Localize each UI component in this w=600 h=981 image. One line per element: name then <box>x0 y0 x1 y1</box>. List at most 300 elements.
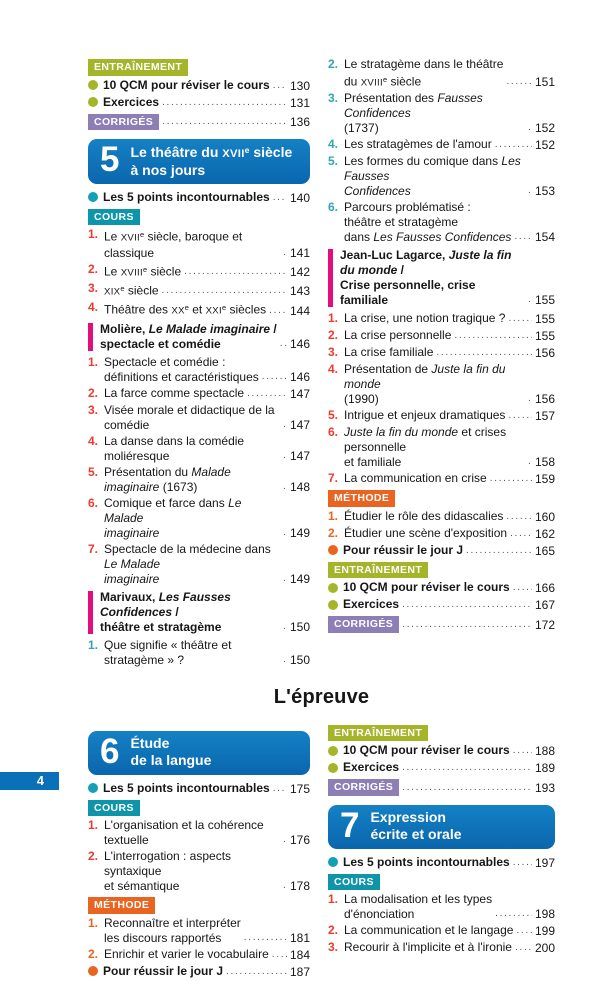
text-segment: Expression <box>370 809 446 826</box>
text-segment: e <box>140 230 145 240</box>
toc-entry <box>88 227 310 260</box>
badge-cours: COURS <box>88 800 140 817</box>
toc-entry <box>328 328 555 344</box>
chapter-title <box>130 142 292 179</box>
dot-leader <box>508 408 532 423</box>
badge-row <box>328 725 555 742</box>
entry-text <box>344 311 505 326</box>
chapter-banner <box>328 805 555 849</box>
entry-page-number: 148 <box>289 479 310 494</box>
toc-entry <box>328 345 555 361</box>
dot-leader <box>528 454 532 469</box>
entry-number: 1. <box>88 915 99 930</box>
text-segment: Théâtre des <box>104 302 172 317</box>
entry-page-number: 149 <box>289 571 310 586</box>
dot-leader <box>528 292 532 307</box>
chapter-number: 7 <box>340 805 360 845</box>
entry-text <box>344 328 451 343</box>
dot-leader <box>247 386 287 401</box>
badge-entrainement: ENTRAÎNEMENT <box>328 562 428 579</box>
entry-number: 2. <box>88 261 99 276</box>
entry-number: 7. <box>328 471 339 486</box>
entry-text <box>343 580 510 595</box>
entry-page-number: 188 <box>534 744 555 759</box>
entry-text <box>344 471 487 486</box>
text-segment: et familiale <box>344 455 402 470</box>
text-segment: Recourir à l'implicite et à l'ironie <box>344 940 512 955</box>
badge-cours: COURS <box>328 874 380 891</box>
badge-corriges: CORRIGÉS <box>88 114 159 131</box>
badge-corriges: CORRIGÉS <box>328 616 399 633</box>
text-segment: Les 5 points incontournables <box>103 189 270 204</box>
entry-number: 3. <box>328 345 339 360</box>
entry-page-number: 198 <box>534 907 555 922</box>
badge-entrainement: ENTRAÎNEMENT <box>88 59 188 76</box>
entry-text <box>104 947 269 962</box>
entry-text <box>100 322 277 352</box>
entry-text <box>103 95 159 110</box>
text-segment: e <box>184 303 189 313</box>
text-segment: Juste la fin du monde <box>344 362 506 392</box>
entry-page-number: 149 <box>289 525 310 540</box>
entry-text <box>344 57 503 90</box>
entry-text <box>344 923 513 938</box>
toc-section-heading <box>88 590 310 635</box>
text-segment: imaginaire <box>104 571 160 586</box>
dot-leader <box>280 336 287 351</box>
entry-page-number: 143 <box>289 284 310 299</box>
entry-text <box>104 403 280 433</box>
entry-text <box>104 496 280 541</box>
toc-entry <box>328 311 555 327</box>
entry-page-number: 142 <box>289 265 310 280</box>
entry-text <box>104 465 280 495</box>
dot-leader <box>402 617 532 632</box>
entry-page-number: 155 <box>534 329 555 344</box>
text-segment: / <box>172 604 179 619</box>
section-accent-bar <box>88 591 93 634</box>
top-right-column <box>328 56 555 669</box>
toc-entry <box>88 542 310 587</box>
badge-row <box>328 562 555 579</box>
dot-leader <box>528 183 532 198</box>
text-segment: (1990) <box>344 392 379 407</box>
entry-page-number: 156 <box>534 346 555 361</box>
entry-page-number: 166 <box>534 581 555 596</box>
entry-page-number: 159 <box>534 472 555 487</box>
text-segment: e <box>120 284 125 294</box>
badge-row <box>88 114 310 131</box>
dot-leader <box>273 190 287 205</box>
text-segment: e <box>382 75 388 84</box>
entry-text <box>104 281 159 299</box>
toc-entry <box>88 355 310 385</box>
text-segment: Présentation de <box>344 362 432 377</box>
text-segment: Juste la fin du monde <box>344 425 459 440</box>
toc-entry <box>88 638 310 668</box>
text-segment: et crises personnelle <box>344 425 507 455</box>
toc-entry <box>328 597 555 613</box>
text-segment: Présentation des <box>344 91 438 106</box>
page-number: 4 <box>36 773 44 788</box>
text-segment: Étude <box>130 735 170 752</box>
text-segment: / <box>270 321 277 336</box>
dot-leader <box>283 525 287 540</box>
bullet-icon <box>88 783 98 793</box>
dot-leader <box>436 345 532 360</box>
toc-entry <box>328 580 555 596</box>
text-segment: théâtre et stratagème <box>344 215 459 230</box>
entry-text <box>104 638 280 668</box>
entry-text <box>103 964 223 979</box>
entry-text <box>340 248 525 308</box>
bullet-icon <box>88 97 98 107</box>
entry-number: 1. <box>88 227 99 242</box>
text-segment: imaginaire <box>104 525 160 540</box>
dot-leader <box>273 781 287 796</box>
entry-number: 5. <box>88 464 99 479</box>
text-segment: XVII <box>222 147 245 160</box>
entry-number: 3. <box>88 281 99 296</box>
badge-row <box>328 874 555 891</box>
entry-text <box>344 940 512 955</box>
dot-leader <box>283 448 287 463</box>
text-segment: Le théâtre du <box>130 143 223 160</box>
text-segment: XVIII <box>120 267 143 279</box>
toc-entry <box>88 947 310 963</box>
entry-number: 3. <box>328 940 339 955</box>
text-segment: Fausses Confidences <box>344 91 483 121</box>
toc-entry <box>328 200 555 245</box>
toc-entry <box>328 760 555 776</box>
badge-row <box>88 800 310 817</box>
entry-text <box>104 818 280 848</box>
text-segment: du <box>344 74 361 89</box>
text-segment: Pour réussir le jour J <box>343 542 464 557</box>
text-segment: Molière, <box>100 321 149 336</box>
entry-page-number: 155 <box>534 312 555 327</box>
text-segment: à nos jours <box>130 162 206 179</box>
text-segment: Le <box>104 264 121 279</box>
toc-entry <box>88 818 310 848</box>
entry-text <box>344 526 507 541</box>
entry-text <box>344 91 525 136</box>
text-segment: et <box>188 302 206 317</box>
bullet-icon <box>328 763 338 773</box>
text-segment: / <box>397 263 404 278</box>
bullet-icon <box>328 857 338 867</box>
entry-page-number: 200 <box>534 941 555 956</box>
text-segment: Exercices <box>343 597 400 612</box>
bottom-right-column <box>328 722 555 981</box>
toc-entry <box>88 386 310 402</box>
entry-number: 4. <box>88 300 99 315</box>
toc-entry <box>328 923 555 939</box>
entry-page-number: 156 <box>534 392 555 407</box>
toc-entry <box>88 781 310 797</box>
text-segment: Les formes du comique dans <box>344 154 502 169</box>
toc-entry <box>88 496 310 541</box>
toc-entry <box>328 543 555 559</box>
text-segment: XIX <box>104 286 121 298</box>
text-segment: théâtre et stratagème <box>100 619 222 634</box>
entry-page-number: 162 <box>534 526 555 541</box>
entry-page-number: 181 <box>289 930 310 945</box>
entry-text <box>344 362 525 407</box>
text-segment: 10 QCM pour réviser le cours <box>343 580 510 595</box>
entry-number: 2. <box>88 946 99 961</box>
entry-number: 7. <box>88 541 99 556</box>
entry-text <box>104 434 280 464</box>
text-segment: Les Fausses Confidences <box>373 230 512 245</box>
text-segment: (1737) <box>344 121 379 136</box>
entry-text <box>344 509 503 524</box>
dot-leader <box>508 311 532 326</box>
text-segment: spectacle et comédie <box>100 336 221 351</box>
bullet-icon <box>88 966 98 976</box>
dot-leader <box>515 940 532 955</box>
badge-row <box>88 897 310 914</box>
text-segment: Intrigue et enjeux dramatiques <box>344 408 506 423</box>
toc-entry <box>88 403 310 433</box>
entry-page-number: 189 <box>534 761 555 776</box>
entry-text <box>104 916 241 946</box>
dot-leader <box>402 760 532 775</box>
text-segment: La crise familiale <box>344 345 434 360</box>
entry-text <box>344 137 492 152</box>
text-segment: Présentation du <box>104 464 192 479</box>
chapter-title <box>370 809 461 842</box>
entry-page-number: 172 <box>534 617 555 632</box>
text-segment: Spectacle et comédie : <box>104 354 226 369</box>
text-segment: L'organisation et la cohérence textuelle <box>104 818 264 848</box>
text-segment: d'énonciation <box>344 907 415 922</box>
text-segment: siècle <box>147 264 182 279</box>
dot-leader <box>506 74 532 89</box>
text-segment: Confidences <box>344 184 411 199</box>
badge-methode: MÉTHODE <box>88 897 155 914</box>
entry-text <box>343 743 510 758</box>
dot-leader <box>510 526 532 541</box>
dot-leader <box>226 964 287 979</box>
toc-entry <box>88 262 310 280</box>
entry-number: 6. <box>328 425 339 440</box>
text-segment: siècle <box>387 74 422 89</box>
text-segment: définitions et caractéristiques <box>104 369 259 384</box>
text-segment: Le Malade imaginaire <box>148 321 271 336</box>
entry-page-number: 187 <box>289 964 310 979</box>
entry-number: 4. <box>88 433 99 448</box>
dot-leader <box>516 923 532 938</box>
entry-page-number: 178 <box>289 879 310 894</box>
badge-methode: MÉTHODE <box>328 490 395 507</box>
entry-page-number: 160 <box>534 509 555 524</box>
toc-section-heading <box>88 322 310 352</box>
entry-text <box>104 262 181 280</box>
entry-text <box>104 300 266 318</box>
entry-number: 1. <box>328 892 339 907</box>
entry-text <box>104 542 280 587</box>
dot-leader <box>528 391 532 406</box>
text-segment: Pour réussir le jour J <box>103 963 224 978</box>
entry-page-number: 154 <box>534 230 555 245</box>
dot-leader <box>454 328 532 343</box>
bullet-icon <box>328 545 338 555</box>
entry-text <box>100 590 280 635</box>
entry-text <box>103 781 270 796</box>
dot-leader <box>466 543 532 558</box>
text-segment: Étudier le rôle des didascalies <box>344 508 504 523</box>
entry-page-number: 184 <box>289 947 310 962</box>
badge-row <box>328 616 555 633</box>
entry-page-number: 150 <box>289 652 310 667</box>
bottom-left-column <box>88 722 310 981</box>
text-segment: Les stratagèmes de l'amour <box>344 137 492 152</box>
text-segment: Que signifie « théâtre et stratagème » ? <box>104 637 232 667</box>
entry-number: 1. <box>328 311 339 326</box>
text-segment: (1673) <box>159 479 198 494</box>
toc-entry <box>328 408 555 424</box>
bullet-icon <box>328 583 338 593</box>
entry-page-number: 151 <box>534 75 555 90</box>
entry-text <box>104 355 259 385</box>
dot-leader <box>513 743 532 758</box>
toc-entry <box>328 57 555 90</box>
dot-leader <box>513 855 532 870</box>
dot-leader <box>273 78 287 93</box>
entry-text <box>344 345 433 360</box>
page-number-bar <box>0 772 59 790</box>
top-left-column <box>88 56 310 669</box>
entry-page-number: 197 <box>534 855 555 870</box>
toc-entry <box>328 471 555 487</box>
text-segment: Reconnaître et interpréter <box>104 915 241 930</box>
entry-page-number: 152 <box>534 121 555 136</box>
mid-section-heading: L'épreuve <box>273 685 370 708</box>
entry-page-number: 155 <box>534 293 555 308</box>
toc-entry <box>88 964 310 980</box>
text-segment: XVIII <box>360 77 383 89</box>
text-segment: de la langue <box>130 751 212 768</box>
toc-entry <box>328 509 555 525</box>
text-segment: écrite et orale <box>370 825 462 842</box>
entry-number: 2. <box>328 328 339 343</box>
entry-page-number: 144 <box>289 303 310 318</box>
toc-entry <box>328 940 555 956</box>
text-segment: e <box>244 145 250 155</box>
dot-leader <box>283 652 287 667</box>
text-segment: 10 QCM pour réviser le cours <box>103 77 270 92</box>
text-segment: siècles <box>226 302 267 317</box>
entry-page-number: 153 <box>534 184 555 199</box>
text-segment: Le Malade <box>104 495 242 525</box>
text-segment: Comique et farce dans <box>104 495 229 510</box>
section-accent-bar <box>88 323 93 351</box>
entry-page-number: 146 <box>289 336 310 351</box>
dot-leader <box>283 417 287 432</box>
text-segment: La crise personnelle <box>344 328 452 343</box>
toc-entry <box>328 855 555 871</box>
entry-page-number: 150 <box>289 619 310 634</box>
entry-page-number: 147 <box>289 386 310 401</box>
badge-row <box>88 209 310 226</box>
entry-page-number: 157 <box>534 409 555 424</box>
badge-row <box>88 59 310 76</box>
entry-page-number: 175 <box>289 781 310 796</box>
entry-text <box>343 597 399 612</box>
entry-number: 2. <box>328 57 339 71</box>
entry-number: 3. <box>328 91 339 106</box>
toc-entry <box>88 95 310 111</box>
dot-leader <box>528 120 532 135</box>
entry-number: 2. <box>328 923 339 938</box>
text-segment: Visée morale et didactique de la comédie <box>104 402 275 432</box>
toc-entry <box>88 78 310 94</box>
toc-section-heading <box>328 248 555 308</box>
dot-leader <box>162 283 287 298</box>
badge-corriges: CORRIGÉS <box>328 779 399 796</box>
text-segment: XVII <box>120 232 141 244</box>
dot-leader <box>162 95 287 110</box>
text-segment: Spectacle de la médecine dans <box>104 541 271 556</box>
badge-cours: COURS <box>88 209 140 226</box>
text-segment: Parcours problématisé : <box>344 200 471 215</box>
text-segment: dans <box>344 230 374 245</box>
badge-entrainement: ENTRAÎNEMENT <box>328 725 428 742</box>
badge-row <box>328 490 555 507</box>
text-segment: Le Malade <box>104 556 161 571</box>
toc-entry <box>328 892 555 922</box>
text-segment: La farce comme spectacle <box>104 385 245 400</box>
entry-text <box>104 227 280 260</box>
text-segment: Le stratagème dans le théâtre <box>344 57 504 71</box>
toc-entry <box>328 425 555 470</box>
text-segment: siècle, baroque et classique <box>104 229 243 260</box>
text-segment: La danse dans la comédie moliéresque <box>104 433 245 463</box>
entry-text <box>343 855 510 870</box>
dot-leader <box>272 947 287 962</box>
text-segment: Jean-Luc Lagarce, <box>340 248 449 263</box>
chapter-title <box>130 735 211 768</box>
entry-page-number: 165 <box>534 543 555 558</box>
text-segment: Les 5 points incontournables <box>343 854 510 869</box>
entry-number: 1. <box>88 818 99 833</box>
text-segment: L'interrogation : aspects syntaxique <box>104 849 232 879</box>
text-segment: Le <box>104 229 121 244</box>
entry-page-number: 158 <box>534 455 555 470</box>
text-segment: Les Fausses Confidences <box>100 589 231 619</box>
toc-entry <box>328 137 555 153</box>
entry-page-number: 176 <box>289 833 310 848</box>
text-segment: Malade imaginaire <box>104 464 231 494</box>
entry-number: 1. <box>328 508 339 523</box>
text-segment: Exercices <box>103 94 160 109</box>
text-segment: XX <box>171 305 185 317</box>
entry-text <box>104 386 244 401</box>
dot-leader <box>495 137 532 152</box>
toc-entry <box>88 190 310 206</box>
text-segment: 10 QCM pour réviser le cours <box>343 743 510 758</box>
dot-leader <box>283 619 287 634</box>
entry-number: 6. <box>88 495 99 510</box>
entry-text <box>344 425 525 470</box>
chapter-banner <box>88 731 310 775</box>
entry-number: 1. <box>88 354 99 369</box>
entry-page-number: 141 <box>289 245 310 260</box>
entry-number: 2. <box>88 385 99 400</box>
dot-leader <box>513 580 532 595</box>
entry-text <box>103 78 270 93</box>
